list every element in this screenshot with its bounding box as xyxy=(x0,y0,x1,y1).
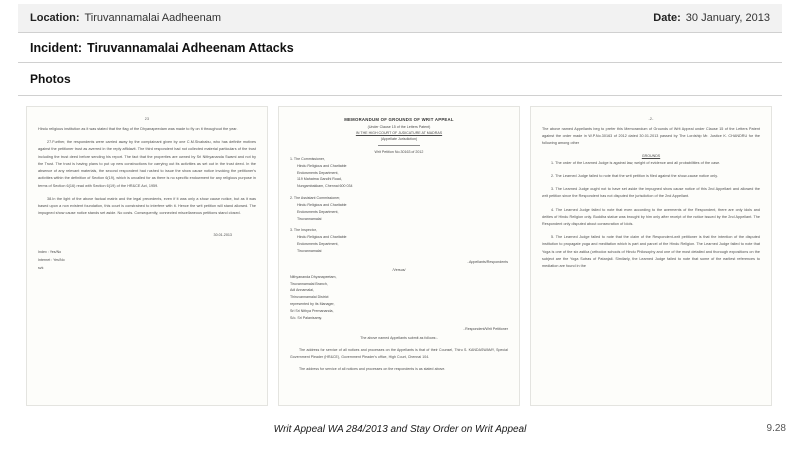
page-2-versus: /Versus/ xyxy=(392,267,406,272)
page-2-body-2: The address for service of all notices and processes on the respondents is as stated above. xyxy=(299,367,446,372)
page-1-field-initials: svk xyxy=(38,266,44,271)
page-1-field-internet: Internet : Yes/No xyxy=(38,258,65,263)
date-group xyxy=(653,12,770,24)
page-2-appellant-2 xyxy=(290,195,508,222)
respondent-line-2: Tiruvannamalai Branch, xyxy=(290,281,328,286)
respondent-line-5: represented by its Manager, xyxy=(290,302,335,307)
appellant-3-line-2: Endowments Department, xyxy=(297,242,339,247)
page-3-ground-5: 5. The Learned Judge failed to note that the claim of the Respondent-writ petitioner is that the intention of the disputed institution to propagate yoga and meditation which is part and parcel of the Hindu Religion. The Learned Judge failed to note that Yoga is one of the six astika (orthodox schools of Hindu Philosophy and one of the most detailed and thorough expositions on the subject are the Yoga Sutras of Patanjali. Similarly, the Learned Judge failed to note that some of the earliest references to mediation are found in the xyxy=(542,235,760,269)
respondent-line-3: Adi Annamalai, xyxy=(290,288,314,293)
page-1-number: 23 xyxy=(144,117,150,121)
date-value: 30 January, 2013 xyxy=(685,12,770,24)
divider-rule xyxy=(378,145,420,146)
page-2-respondent-tag: ..Respondent/Writ Petitioner xyxy=(463,326,508,331)
appellant-1-line-4: Nungambakkam, Chennai 600 034 xyxy=(297,184,353,189)
appellant-2-line-2: Endowments Department, xyxy=(297,209,339,214)
page-1-field-index: Index : Yes/No xyxy=(38,250,62,255)
appellant-2-line-3: Tiruvannamalai xyxy=(297,216,322,221)
page-2-title: MEMORANDUM OF GROUNDS OF WRIT APPEAL xyxy=(344,117,454,122)
appellant-1-head: 1. The Commissioner, xyxy=(290,157,325,161)
appellant-2-head: 2. The Assistant Commissioner, xyxy=(290,196,341,201)
page-1-date: 30.01.2013 xyxy=(213,233,232,238)
page-2-subtitle: (Under Clause 15 of the Letters Patent) xyxy=(367,125,431,129)
appellant-1-line-2: Endowments Department, xyxy=(297,170,339,175)
page-2-appellant-3 xyxy=(290,227,508,254)
appellant-2-line-1: Hindu Religious and Charitable xyxy=(297,202,347,207)
appellant-3-line-3: Tiruvannamalai xyxy=(297,248,322,253)
appellant-1-line-1: Hindu Religious and Charitable xyxy=(297,163,347,168)
page-2-court: IN THE HIGH COURT OF JUDICATURE AT MADRAS xyxy=(355,131,443,135)
incident-value: Tiruvannamalai Adheenam Attacks xyxy=(87,40,294,55)
incident-bar xyxy=(18,33,782,63)
page-3-grounds-title: GROUNDS xyxy=(641,153,661,158)
appellant-1-line-3: 119 Mahatma Gandhi Road, xyxy=(297,177,342,182)
slide-caption: Writ Appeal WA 284/2013 and Stay Order on Writ Appeal xyxy=(273,424,527,435)
location-group xyxy=(30,12,221,24)
page-3-ground-1: 1. The order of the Learned Judge is against law, weight of evidence and all probabilities of the case. xyxy=(551,160,721,165)
respondent-line-4: Thiruvannamalai District xyxy=(290,295,329,300)
page-2-petition-no: Writ Petition No.30163 of 2012 xyxy=(374,150,424,154)
respondent-line-1: Nithyananda Dhyanapeetam, xyxy=(290,274,337,279)
photos-title: Photos xyxy=(30,72,71,86)
respondent-line-6: Sri Sri Nithya Premananda, xyxy=(290,308,334,313)
page-3-number: -2- xyxy=(648,117,654,121)
document-page-3[interactable] xyxy=(530,106,772,406)
location-label: Location: xyxy=(30,12,80,24)
location-value: Tiruvannamalai Aadheenam xyxy=(84,12,222,24)
incident-label: Incident: xyxy=(30,40,83,55)
page-3-ground-3: 3. The Learned Judge ought not to have set aside the impugned show cause notice of this 2nd Appellant and allowed the writ petition since the Respondent has not disputed the jurisdiction of the 2nd Appellant. xyxy=(542,187,760,199)
page-2-appellants-tag: ..Appellants/Respondents xyxy=(467,259,508,264)
page-3-intro: The above named Appellants beg to prefer this Memorandum of Grounds of Writ Appeal under Clause 15 of the Letters Patent against the order made in W.P.No.30163 of 2012 dated 30.01.2013 passed by The Lordship Mr. Justice K. CHANDRU for the following among other xyxy=(542,127,760,146)
document-page-2[interactable] xyxy=(278,106,520,406)
page-1-para-1: Hindu religious institution as it was stated that the flag of the Dhyanapeedam was made to fly on it throughout the year. xyxy=(38,127,238,131)
page-2-body-1: The address for service of all notices and processes on the Appellants is that of their Counsel, Thiru S. KANDASWAMY, Special Government Pleader (HR&CE), Government Pleader's office, High Court, Chennai 104. xyxy=(290,348,508,359)
page-3-ground-2: 2. The Learned Judge failed to note that the writ petition is filed against the show-cause notice only. xyxy=(551,173,718,178)
date-label: Date: xyxy=(653,12,681,24)
slide-page-number: 9.28 xyxy=(766,423,786,434)
page-2-respondent xyxy=(290,274,508,322)
respondent-line-7: S/o. Sri Palanisamy. xyxy=(290,315,323,320)
appellant-3-head: 3. The Inspector, xyxy=(290,228,317,233)
photos-section-header xyxy=(18,63,782,96)
header-bar xyxy=(18,4,782,33)
page-2-jurisdiction: (Appellate Jurisdiction) xyxy=(380,137,418,141)
page-2-submission: The above named Appellants submit as follows:- xyxy=(360,335,438,340)
page-1-para-3: 38.In the light of the above factual matrix and the legal precedents, even if it was only a show cause notice, but as it was based upon a non existent foundation, this court is constrained to interfere with it. Hence the writ petition will stand allowed. The impugned show cause notice stands set aside. No costs. Consequently, connected miscellaneous petitions stand closed. xyxy=(38,196,256,216)
page-3-ground-4: 4. The Learned Judge failed to note that even according to the averments of the Respondent, there are only idols and deities of Hindu Religion only. Buddha statue was brought by him only after receipt of the notice issued by the 2nd Appellant. The Respondent only disputed about consecration of Idols. xyxy=(542,207,760,226)
page-1-para-2: 27.Further, the respondents were carried away by the complainant given by one C.M.Sivababu, who has definite motives against the petitioner trust as averred in the reply affidavit. The third respondent had not collected material particulars of the trust including the trust deed before sending his report. The fact that the properties are owned by Sri Nithyananda Swami and not by the Trust. The trust is having plans to put up new constructions for carrying out its activities as set out in the trust deed. In the absence of any relevant materials, the second respondent had rushed to issue the show cause notice invoking the petitioner's activities within the definition of Section 6(19), which is uncalled for as there is no specific endowment for any religious purpose in terms of Section 6(16) read with Section 6(19) of the HR&CE Act, 1959. xyxy=(38,140,256,188)
document-page-1[interactable] xyxy=(26,106,268,406)
page-2-appellant-1 xyxy=(290,156,508,190)
document-gallery xyxy=(18,100,782,418)
appellant-3-line-1: Hindu Religious and Charitable xyxy=(297,235,347,240)
